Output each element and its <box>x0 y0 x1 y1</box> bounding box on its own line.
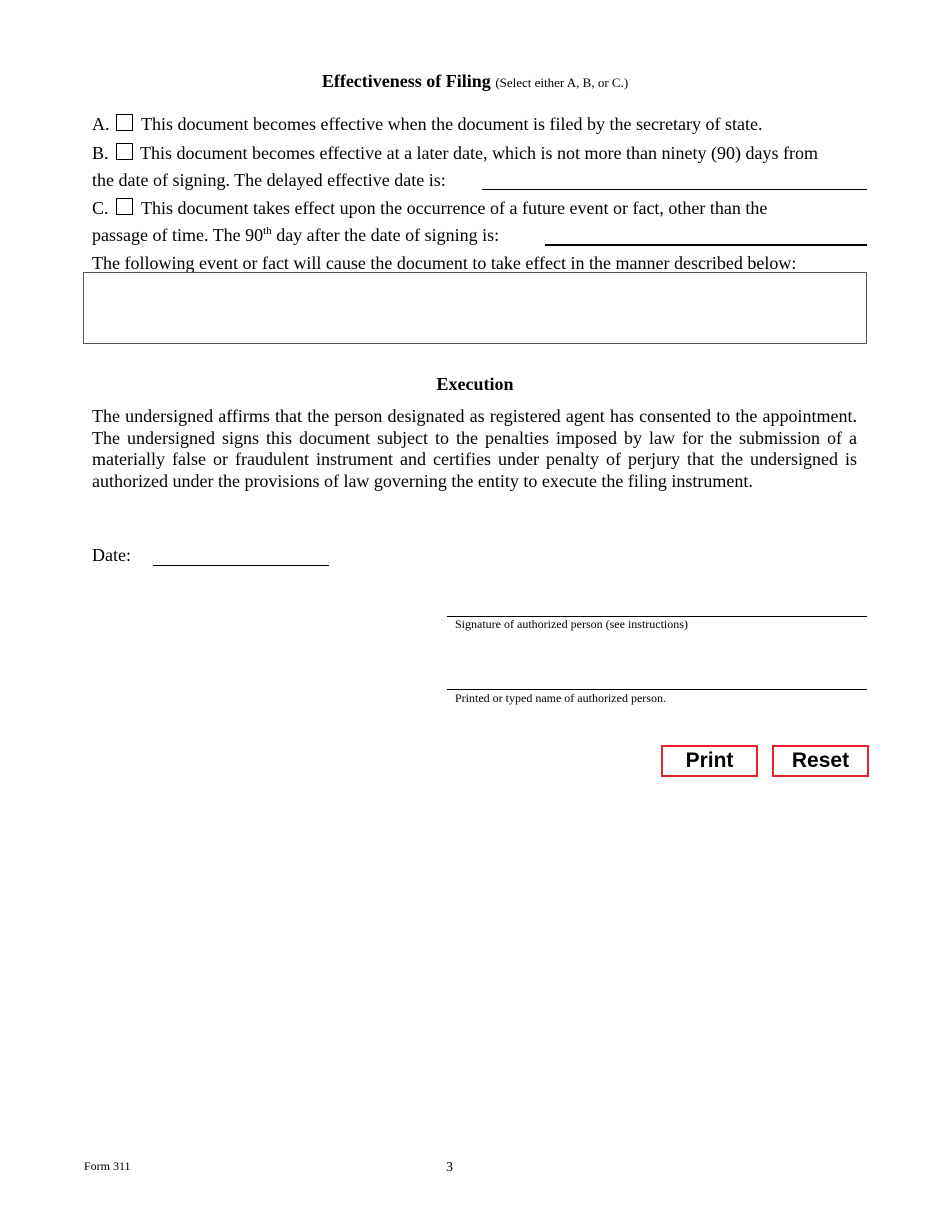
page-number: 3 <box>446 1160 453 1175</box>
event-description-textarea[interactable] <box>83 272 867 344</box>
option-c-letter: C. <box>92 198 109 218</box>
effectiveness-title: Effectiveness of Filing <box>321 71 491 91</box>
delayed-effective-date-field[interactable] <box>482 189 867 190</box>
option-c-checkbox[interactable] <box>116 198 133 215</box>
ninetieth-day-date-field[interactable] <box>545 244 867 246</box>
date-label: Date: <box>92 545 131 565</box>
printed-name-field[interactable] <box>447 689 867 690</box>
execution-paragraph: The undersigned affirms that the person designated as registered agent has consented to the appointment. The undersigned signs this document subject to the penalties imposed by law for the submission of a materially false or fraudulent instrument and certifies under penalty of perjury that the undersigned is authorized under the provisions of law governing the entity to execute the filing instrument. <box>92 406 857 491</box>
option-c-text-line2 <box>92 225 499 245</box>
option-c-text-line1: This document takes effect upon the occurrence of a future event or fact, other than the <box>141 198 768 218</box>
option-c-text-before: passage of time. The 90 <box>92 225 264 245</box>
effectiveness-heading <box>0 71 950 93</box>
execution-title: Execution <box>436 374 514 394</box>
signature-label: Signature of authorized person (see instructions) <box>455 617 688 631</box>
print-button[interactable]: Print <box>661 745 758 777</box>
form-name: Form 311 <box>84 1159 131 1173</box>
option-a-letter: A. <box>92 114 110 134</box>
event-prompt: The following event or fact will cause the document to take effect in the manner described below: <box>92 253 797 273</box>
option-b-letter: B. <box>92 143 109 163</box>
option-b-text-line1: This document becomes effective at a later date, which is not more than ninety (90) days from <box>140 143 818 163</box>
option-b-text-line2: the date of signing. The delayed effective date is: <box>92 170 446 190</box>
option-c-text-after: day after the date of signing is: <box>271 225 500 245</box>
option-a-text: This document becomes effective when the document is filed by the secretary of state. <box>141 114 763 134</box>
option-c-text-sup: th <box>263 225 272 237</box>
option-b-checkbox[interactable] <box>116 143 133 160</box>
date-field[interactable] <box>153 565 329 566</box>
printed-name-label: Printed or typed name of authorized person. <box>455 691 666 705</box>
option-a-checkbox[interactable] <box>116 114 133 131</box>
effectiveness-subtitle: (Select either A, B, or C.) <box>495 75 629 90</box>
reset-button[interactable]: Reset <box>772 745 869 777</box>
